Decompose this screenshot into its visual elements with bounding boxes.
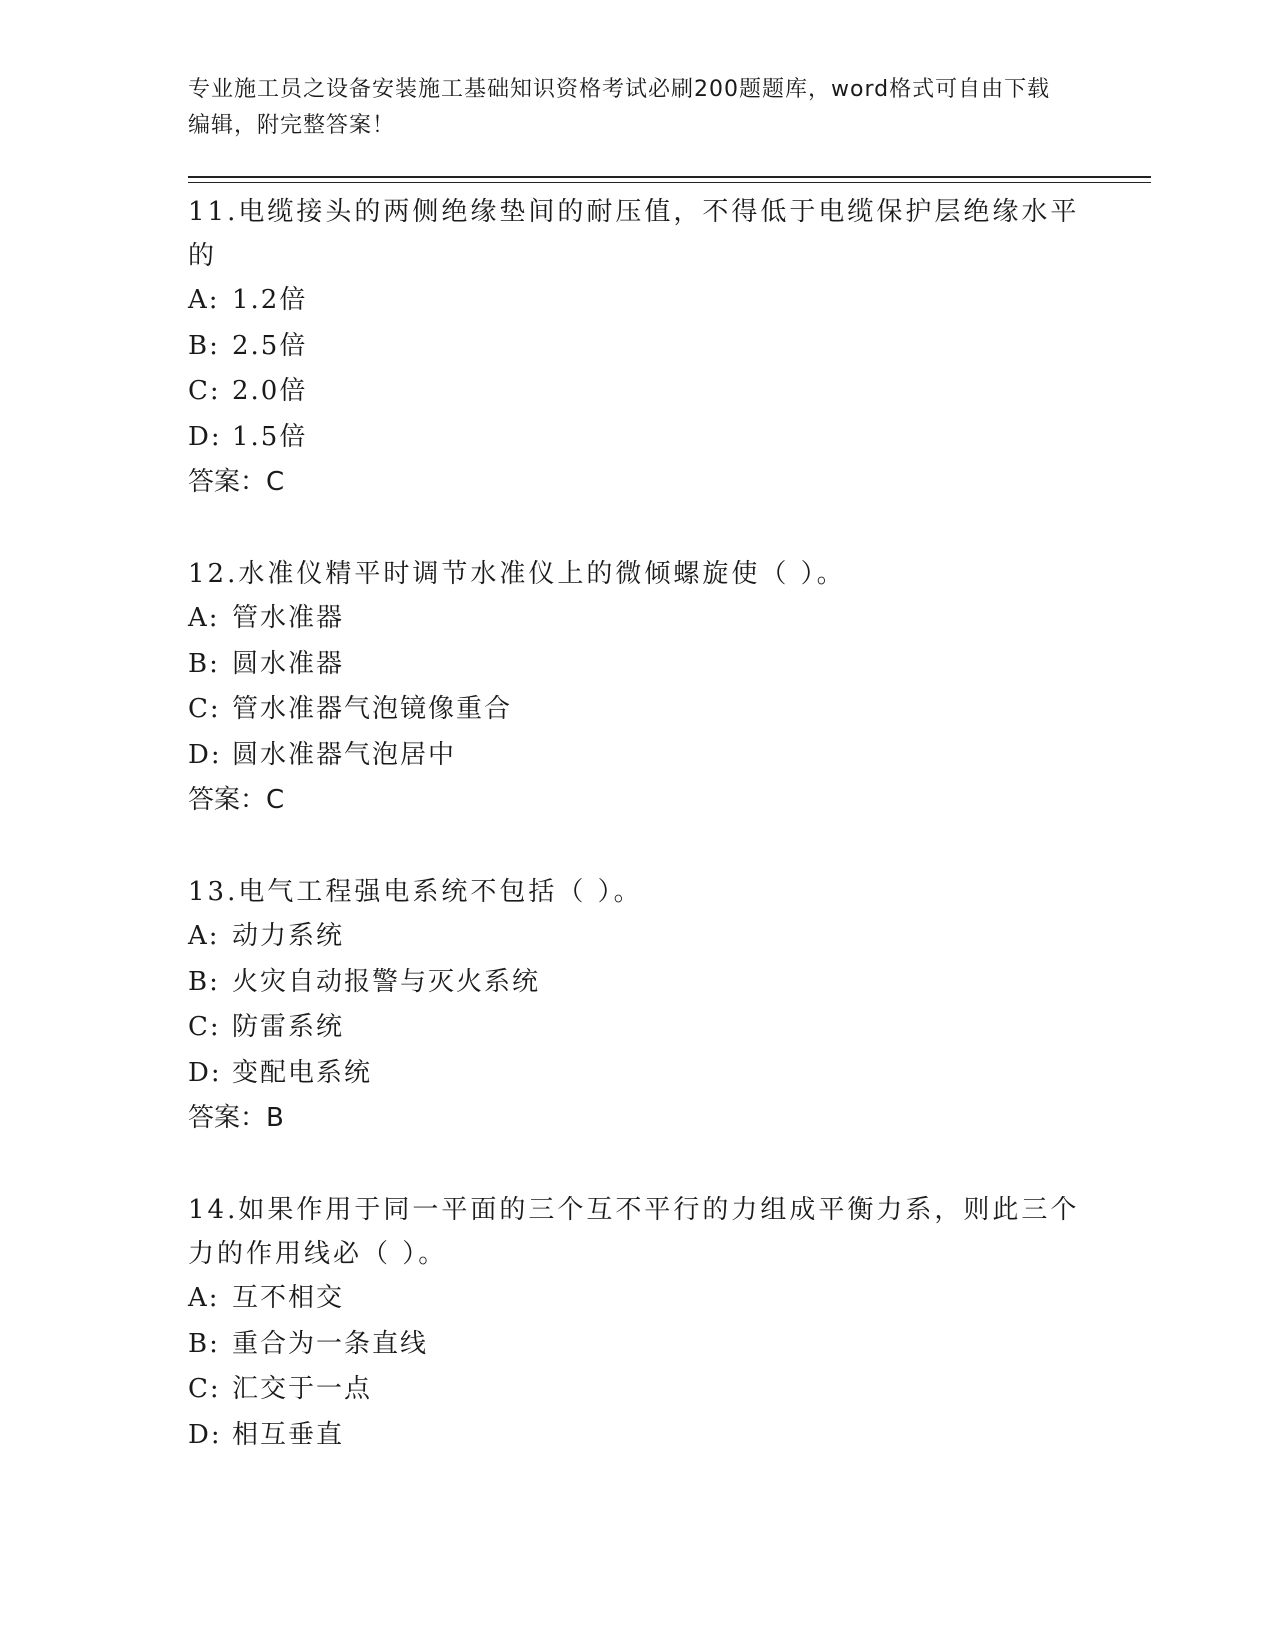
option-text: 圆水准器 (232, 648, 345, 679)
option-a (188, 1276, 1088, 1322)
option-text: 防雷系统 (232, 1012, 345, 1042)
question-11 (188, 190, 1088, 504)
option-key: A: (188, 921, 220, 951)
option-a (188, 914, 1088, 960)
option-b (188, 960, 1088, 1006)
option-b (188, 324, 1088, 370)
option-text: 2.5倍 (232, 330, 308, 361)
question-list (188, 190, 1088, 1506)
option-key: B: (188, 648, 220, 679)
option-key: B: (188, 330, 220, 361)
option-key: C: (188, 376, 221, 406)
option-text: 1.5倍 (232, 421, 308, 452)
option-key: D: (188, 421, 222, 452)
question-title: 11.电缆接头的两侧绝缘垫间的耐压值，不得低于电缆保护层绝缘水平的 (188, 197, 1080, 271)
option-key: B: (188, 966, 220, 997)
option-c (188, 369, 1088, 415)
option-text: 动力系统 (232, 921, 345, 951)
option-text: 2.0倍 (232, 376, 308, 406)
option-text: 相互垂直 (232, 1419, 345, 1450)
option-a (188, 278, 1088, 324)
option-text: 互不相交 (232, 1283, 345, 1313)
option-key: B: (188, 1328, 220, 1359)
option-d (188, 415, 1088, 461)
option-text: 管水准器 (232, 603, 345, 633)
option-text: 圆水准器气泡居中 (232, 739, 457, 770)
answer-line: 答案：C (188, 785, 285, 815)
option-text: 1.2倍 (232, 285, 308, 315)
option-key: D: (188, 739, 222, 770)
question-title: 12.水准仪精平时调节水准仪上的微倾螺旋使（ ）。 (188, 559, 846, 589)
option-b (188, 1322, 1088, 1368)
option-c (188, 1367, 1088, 1413)
answer-line: 答案：B (188, 1103, 284, 1133)
header-divider-thin (188, 182, 1151, 183)
option-key: A: (188, 1283, 220, 1313)
header-divider-thick (188, 176, 1151, 178)
option-a (188, 596, 1088, 642)
answer-line: 答案：C (188, 467, 285, 497)
question-title: 13.电气工程强电系统不包括（ ）。 (188, 877, 643, 907)
option-text: 火灾自动报警与灭火系统 (232, 966, 541, 997)
option-key: D: (188, 1057, 222, 1088)
question-13 (188, 870, 1088, 1140)
question-title: 14.如果作用于同一平面的三个互不平行的力组成平衡力系，则此三个力的作用线必（ ）。 (188, 1195, 1080, 1269)
option-text: 汇交于一点 (232, 1374, 373, 1404)
option-key: C: (188, 1012, 221, 1042)
option-text: 管水准器气泡镜像重合 (232, 694, 513, 724)
option-key: C: (188, 1374, 221, 1404)
option-c (188, 687, 1088, 733)
option-key: C: (188, 694, 221, 724)
option-d (188, 733, 1088, 779)
option-d (188, 1051, 1088, 1097)
option-b (188, 642, 1088, 688)
option-key: D: (188, 1419, 222, 1450)
option-d (188, 1413, 1088, 1459)
question-14 (188, 1188, 1088, 1458)
option-text: 变配电系统 (232, 1057, 373, 1088)
option-text: 重合为一条直线 (232, 1328, 429, 1359)
question-12 (188, 552, 1088, 822)
document-header: 专业施工员之设备安装施工基础知识资格考试必刷200题题库，word格式可自由下载编辑，附完整答案！ (188, 77, 1051, 138)
option-c (188, 1005, 1088, 1051)
option-key: A: (188, 603, 220, 633)
option-key: A: (188, 285, 220, 315)
